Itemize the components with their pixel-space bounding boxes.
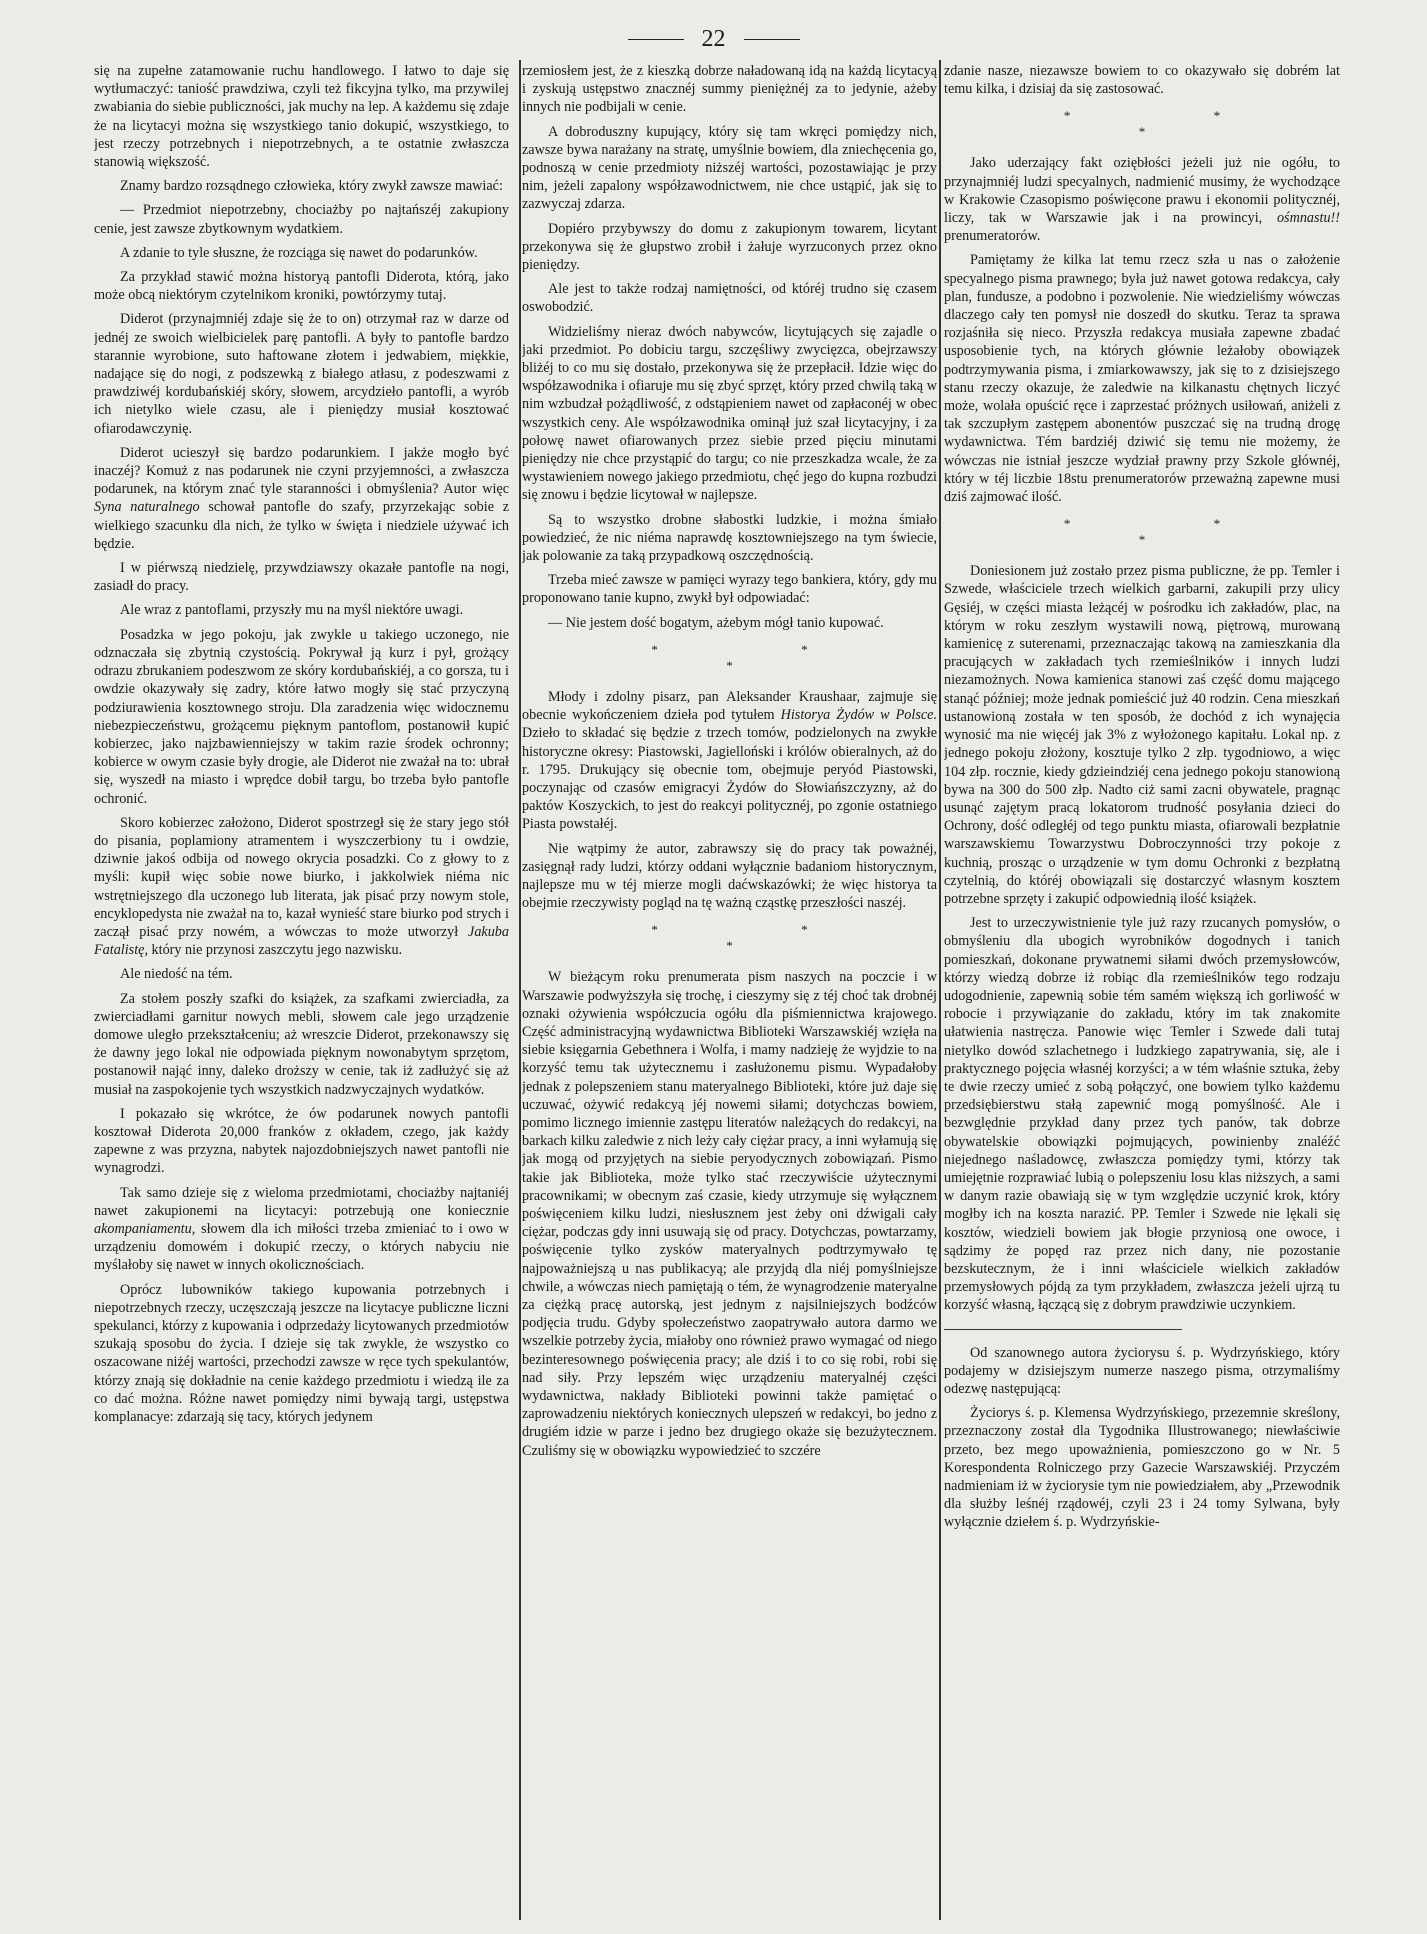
header-rule-left — [628, 39, 684, 40]
italic-title: Jakuba Fatalistę, — [94, 923, 509, 959]
paragraph: Doniesionem już zostało przez pisma publiczne, że pp. Temler i Szwede, właściciele trzech wielkich garbarni, zakupili przy ulicy Gęsiéj, w części miasta leżącéj w pośrodku ich zakładów, plac, na którym w roku zeszłym wystawili nową, piętrową, murowaną kamienicę z suterenami, przeznaczając takową na zamieszkania dla pracujących w zakładach tych rzemieślników i innych ludzi niezamożnych. Nowa kamienica stanowi zaś część domu mającego stanąć później; może jednak pomieścić już 40 rodzin. Cena mieszkań ustanowioną została w ten sposób, że dochód z ich wynajęcia wynosić ma nie więcéj jak 3% z wyłożonego kapitału. Lokal np. z jednego pokoju złożony, kosztuje tylko 2 złp. tygodniowo, a więc 104 złp. rocznie, kiedy gdzieindziéj cena jednego pokoju stanowioną bywa na 300 do 500 złp. Nadto ciż sami zacni obywatele, pragnąc usunąć zajętym pracą lokatorom trudność posyłania dzieci do Ochrony, dość odległéj od tego punktu miasta, ofiarowali bezpłatnie warszawskiemu Towarzystwu Dobroczynności trzy pokoje z kuchnią, prosząc o urządzenie w tym domu Ochronki z bezpłatną czytelnią, do któréj obowiązali się dostarczyć własnym kosztem potrzebne sprzęty i zakupić odpowiednią ilość książek. — [944, 563, 1340, 907]
text: Dzieło to składać się będzie z trzech tomów, podzielonych na zwykłe historyczne okresy: Piastowski, Jagielloński i królów obieralnych, aż do r. 1795. Drukujący się obecnie tom, obejmuje peryód Piastowski, poczynając od czasów emigracyi Żydów do Słowiańszczyzny, aż do paktów Koszyckich, to jest do reakcyi politycznéj, po zgonie ostatniego Piasta powstałéj. — [522, 725, 937, 833]
paragraph: W bieżącym roku prenumerata pism naszych na poczcie i w Warszawie podwyższyła się trochę, i cieszymy się z téj choć tak drobnéj oznaki ożywienia współczucia ogółu dla piśmiennictwa krajowego. Część administracyjną wydawnictwa Biblioteki Warszawskiéj wzięła na siebie księgarnia Gebethnera i Wolfa, i mamy nadzieję że wyjdzie to na korzyść temu tak użytecznemu i zasłużonemu pismu. Wypadałoby jednak z polepszeniem stanu materyalnego Biblioteki, które już daje się uczuwać, ożywić redakcyą jéj nowemi siłami; dotychczas bowiem, pomimo licznego imiennie zastępu literatów należących do redakcyi, na barkach kilku zaledwie z nich leży cały ciężar pracy, a inni wyłamują się jak mogą od przyjętych na siebie peryodycznych zobowiązań. Pismo takie jak Biblioteka, może tylko stać rzeczywiście użytecznymi pracownikami; w obecnym zaś czasie, kiedy utrzymuje się wyłącznem poświęceniem kilku ludzi, niesłusznem jest żeby oni dźwigali cały ciężar, podczas gdy inni usuwają się od pracy. Dotychczas, powtarzamy, poświęcenie tylko zysków materyalnych podtrzymywało tę najpoważniejszą u nas publikacyą; ale przyjdą dla niéj pomyślniejsze chwile, a wówczas niech pamiętają o tém, że wynagrodzenie materyalne za ciężką pracę autorską, jest jednym z najsilniejszych bodźców podjęcia trudu. Gdyby społeczeństwo zaopatrywało autora darmo we wszelkie potrzeby życia, miałoby ono również prawo wymagać od niego bezinteresownego poświęcenia pracy; ale dziś i to co się robi, robi się nad siły. Przy lepszém więc urządzeniu materyalnéj części wydawnictwa, nakłady Biblioteki powinni także pamiętać o zaprowadzeniu niektórych koniecznych ulepszeń w redakcyi, bo jedno z drugiém idzie w parze i jedno bez drugiego okaże się bezużytecznem. Czuliśmy się w obowiązku wypowiedzieć to szczére — [522, 969, 937, 1459]
column-divider-1 — [519, 60, 521, 1920]
paragraph: Ale jest to także rodzaj namiętności, od któréj trudno się czasem oswobodzić. — [522, 281, 937, 316]
paragraph: Są to wszystko drobne słabostki ludzkie, i można śmiało powiedzieć, że nic niéma naprawdę kosztowniejszego na tym świecie, jak polowanie za taką przypadkową oszczędnością. — [522, 511, 937, 565]
text: Skoro kobierzec założono, Diderot spostrzegł się że stary jego stół do pisania, poplamiony atramentem i wyszczerbiony tu i owdzie, dziwnie jakoś odbija od nowego okrycia posadzki. Co z głowy to z myśli: kupił więc sobie nowe biurko, i jakkolwiek niéma nic wstrętniejszego dla uczonego lub literata, jak pisać przy nowym stole, encyklopedysta nie zważał na to, kazał wynieść stare biurko pod strych i zaczął pisać przy nowém, a wówczas to może utworzył — [94, 814, 509, 940]
page-header — [0, 22, 1427, 56]
paragraph: Od szanownego autora życiorysu ś. p. Wydrzyńskiego, który podajemy w dzisiejszym numerze naszego pisma, otrzymaliśmy odezwę następującą: — [944, 1344, 1340, 1397]
paragraph: zdanie nasze, niezawsze bowiem to co okazywało się dobrém lat temu kilka, i dzisiaj da się zastosować. — [944, 63, 1340, 98]
column-3 — [944, 62, 1340, 1922]
column-2 — [522, 62, 937, 1922]
paragraph — [94, 1184, 509, 1275]
text: Diderot ucieszył się bardzo podarunkiem. I jakże mogło być inaczéj? Komuż z nas podarunek nie czyni przyjemności, a zwłaszcza podarunek, na którym znać tyle staranności i obmyślenia? Autor więc — [94, 444, 509, 498]
paragraph: Jest to urzeczywistnienie tyle już razy rzucanych pomysłów, o obmyśleniu dla ubogich wyrobników dogodnych i tanich pomieszkań, dokonane prywatnemi siłami dwóch przemysłowców, którzy wiedzą dobrze iż robiąc dla rzemieślników tego rodzaju udogodnienie, zapewnią sobie tém samém większą ich gorliwość w robocie i przywiązanie do zakładu, który im tak znakomite ułatwienia nastręcza. Panowie więc Temler i Szwede dali tutaj nietylko dowód szlachetnego i ludzkiego zapatrywania, się, ale i praktycznego pojęcia własnéj korzyści; a w tém właśnie sztuka, żeby te dwie rzeczy umieć z sobą połączyć, one bowiem tylko każdemu przedsiębierstwu stałą zapewnić mogą pomyślność. Ale i bezwględnie przykład dany przez tych panów, tak dobrze obywatelskie obowiązki pojmujących, powinienby znaléźć niejednego naśladowcę, zwłaszcza pomiędzy tymi, którzy tak umiejętnie rozprawiać lubią o polepszeniu losu klas niższych, a sami w danym razie obawiają się w tym względzie uczynić krok, który mogłby ich na koszta narazić. PP. Temler i Szwede nie lękali się kosztów, wiedzieli bowiem jak błogie przyniosą one owoce, i sądzimy że popęd raz przez nich dany, nie pozostanie bezskutecznym, że i inni właściciele wielkich zakładów przemysłowych pójdą za tym przykładem, zwłaszcza jeżeli ujrzą tu korzyść własną, łączącą się z dobrym prawdziwie uczynkiem. — [944, 915, 1340, 1314]
text: prenumeratorów. — [944, 228, 1041, 245]
section-separator: * * * — [1063, 108, 1291, 140]
paragraph: A zdanie to tyle słuszne, że rozciąga się nawet do podarunków. — [120, 244, 478, 261]
column-1 — [94, 62, 509, 1922]
section-separator: * * * — [651, 641, 878, 673]
paragraph — [944, 154, 1340, 245]
paragraph — [94, 814, 509, 960]
paragraph: Ale wraz z pantoflami, przyszły mu na myśl niektóre uwagi. — [120, 602, 464, 619]
paragraph: Nie wątpimy że autor, zabrawszy się do pracy tak poważnéj, zasięgnął rady ludzi, którzy oddani wyłącznie badaniom historycznym, najlepsze mu w téj mierze mogli daćwskazówki; że więc historya ta obejmie rzeczywisty pogląd na tę ważną cząstkę przeszłości naszéj. — [522, 840, 937, 912]
column-divider-2 — [939, 60, 941, 1920]
paragraph: się na zupełne zatamowanie ruchu handlowego. I łatwo to daje się wytłumaczyć: taniość prawdziwa, czyli też fikcyjna tylko, ma przywilej zwabiania do siebie publiczności, jak muchy na lep. A każdemu się zdaje że na licytacyi można się wszystkiego tanio dokupić, wszystkiego, to jest rzeczy potrzebnych i niepotrzebnych, a te ostatnie zwłaszcza stanowią większość. — [94, 63, 509, 171]
paragraph: Pamiętamy że kilka lat temu rzecz szła u nas o założenie specyalnego pisma prawnego; była już nawet gotowa redakcya, cały plan, fundusze, a podobno i pozwolenie. Nie wiedzieliśmy wówczas dlaczego cały ten pomysł nie doszedł do skutku. Teraz ta sprawa rozjaśniła się nieco. Przyszła redakcya musiała zapewne zbadać usposobienie tych, na których głównie leżałoby obowiązek podtrzymywania pisma, i zmiarkowawszy, jak się to z dzisiejszego stanu rzeczy okazuje, że zaledwie na kilkanastu chętnych liczyć może, wolała opuścić ręce i zaprzestać próżnych usiłowań, aniżeli z tak szczupłym zastępem abonentów puszczać się na trudną drogę wydawnictwa. Tém bardziéj dziwić się temu nie możemy, że wówczas nie istniał jeszcze wydział prawny przy Szkole głównéj, który w téj liczbie 18stu prenumeratorów przeważną zapewne musi dziś zajmować ilość. — [944, 252, 1340, 506]
paragraph: — Nie jestem dość bogatym, ażebym mógł tanio kupować. — [548, 614, 884, 631]
header-rule-right — [744, 39, 800, 40]
paragraph: Oprócz lubowników takiego kupowania potrzebnych i niepotrzebnych rzeczy, uczęszczają jeszcze na licytacye publiczne liczni spekulanci, którzy z kupowania i odprzedaży licytowanych przedmiotów szukają sposobu do życia. I dzieje się tak zwykle, że wszystko co oszacowane niżéj wartości, przechodzi zawsze w ręce tych spekulantów, którzy znają się dokładnie na cenie każdego przedmiotu i wiedzą ile za co dać można. Różne nawet pomiędzy nimi bywają targi, ustępstwa komplanacye: zdarzają się tacy, których jedynem — [94, 1281, 509, 1426]
text: który nie przynosi zaszczytu jego nazwisku. — [148, 942, 403, 959]
paragraph: Życiorys ś. p. Klemensa Wydrzyńskiego, przezemnie skreślony, przeznaczony został dla Tygodnika Illustrowanego; niewłaściwie przeto, bez mego upoważnienia, pomieszczono go w Nr. 5 Korespondenta Rolniczego przy Gazecie Warszawskiéj. Przyczém nadmieniam iż w życiorysie tym nie powiedziałem, aby „Przewodnik dla służby leśnéj rządowéj, czyli 23 i 24 tomy Sylwana, były wyłącznie dziełem ś. p. Wydrzyńskie- — [944, 1405, 1340, 1531]
paragraph: I w piérwszą niedzielę, przywdziawszy okazałe pantofle na nogi, zasiadł do pracy. — [94, 560, 509, 595]
page-number: 22 — [701, 25, 726, 52]
paragraph: Ale niedość na tém. — [120, 966, 233, 983]
paragraph: Posadzka w jego pokoju, jak zwykle u takiego uczonego, nie odznaczała się zbytnią czystością. Pokrywał ją kurz i pył, grożący odrazu zbrukaniem podeszwom ze skóry kordubańskiéj, a co gorsza, tu i owdzie okazywały się zadry, które łatwo mogły się stać przyczyną podziurawienia kosztownego stroju. Dla zaradzenia więc widocznemu niebezpieczeństwu, grożącemu pięknym pantoflom, postanowił kupić kobierzec, jako najzbawienniejszy w takim razie środek ochronny; kobierce w owym czasie były drogie, ale Diderot nie zważał na to: ubrał się, wyszedł na miasto i wprędce dobił targu, bo trzeba było pantofle ochronić. — [94, 626, 509, 807]
paragraph — [522, 688, 937, 834]
paragraph: Widzieliśmy nieraz dwóch nabywców, licytujących się zajadle o jaki przedmiot. Po dobiciu targu, szczęśliwy zwycięzca, obejrzawszy bliżéj to co mu się dostało, przekonywa się że przepłacił. Idzie więc do współzawodnika i ofiaruje mu się zbyć sprzęt, który przed chwilą taką w nim wzbudzał pożądliwość, z odstąpieniem nawet od zapłaconéj w obec wszystkich ceny. Ale współzawodnika ominął już szał licytacyjny, i za połowę nawet ofiarowanych przez siebie przed pięciu minutami pieniędzy nie chce przystąpić do targu; co nie przeszkadza wcale, że za wystawieniem nowego jakiego przedmiotu, chęć jego do kupna rozbudzi się znowu i będzie licytował w najlepsze. — [522, 323, 937, 504]
italic-word: akompaniamentu, — [94, 1220, 196, 1237]
section-separator: * * * — [1063, 516, 1291, 548]
paragraph: — Przedmiot niepotrzebny, chociażby po najtańszéj zakupiony cenie, jest zawsze zbytkownym wydatkiem. — [94, 202, 509, 237]
paragraph: I pokazało się wkrótce, że ów podarunek nowych pantofli kosztował Diderota 20,000 franków z okładem, czego, jak każdy zapewne z was przyzna, nabytek najozdobniejszych nawet pantofli nie wynagrodzi. — [94, 1105, 509, 1177]
paragraph: Za przykład stawić można historyą pantofli Diderota, którą, jako może obcą niektórym czytelnikom kroniki, powtórzymy tutaj. — [94, 269, 509, 304]
paragraph: Dopiéro przybywszy do domu z zakupionym towarem, licytant przekonywa się że głupstwo zrobił i żałuje wyrzuconych przez okno pieniędzy. — [522, 220, 937, 274]
paragraph: Znamy bardzo rozsądnego człowieka, który zwykł zawsze mawiać: — [120, 178, 503, 195]
italic-title: Historya Żydów w Polsce. — [780, 707, 937, 724]
paragraph: Trzeba mieć zawsze w pamięci wyrazy tego bankiera, który, gdy mu proponowano tanie kupno, zwykł był odpowiadać: — [522, 572, 937, 607]
section-rule — [944, 1329, 1182, 1330]
paragraph — [94, 444, 509, 553]
paragraph: A dobroduszny kupujący, który się tam wkręci pomiędzy nich, zawsze bywa narażany na stratę, umyślnie bowiem, dla zniechęcenia go, podnoszą w cenie przedmioty niższéj wartości, pozostawiając je przy nim, jeżeli zapalony współzawodnictwem, nie chce ustąpić, jak się to zazwyczaj zdarza. — [522, 123, 937, 213]
paragraph: rzemiosłem jest, że z kieszką dobrze naładowaną idą na każdą licytacyą i zyskują ustępstwo znacznéj summy pieniężnéj za to jedynie, ażeby innych nie podbijali w cenie. — [522, 63, 937, 116]
paragraph: Diderot (przynajmniéj zdaje się że to on) otrzymał raz w darze od jednéj ze swoich wielbicielek parę pantofli. A były to pantofle bardzo starannie wyrobione, suto haftowane złotem i jedwabiem, miękkie, nadające się do nogi, z podszewką z białego atłasu, z podeszwami z prawdziwéj kordubańskiéj skóry, słowem, arcydzieło pantofli, a wyrób ich nietylko wiele czasu, ale i pieniędzy musiał kosztować ofiarodawczynię. — [94, 311, 509, 437]
italic-word: ośmnastu!! — [1276, 210, 1340, 227]
text: Jako uderzający fakt oziębłości jeżeli już nie ogółu, to przynajmniéj ludzi specyalnych, nadmienić musimy, że wychodzące w Krakowie Czasopismo poświęcone prawu i ekonomii politycznéj, liczy, tak w Warszawie jak i na prowincyi, — [944, 155, 1340, 227]
paragraph: Za stołem poszły szafki do książek, za szafkami zwierciadła, za zwierciadłami garnitur nowych mebli, słowem cale jego urządzenie domowe uległo przekształceniu; aż wreszcie Diderot, przekonawszy się że dawny jego lokal nie odpowiada pięknym nowonabytym sprzętom, postanowił nająć inny, daleko droższy w cenie, tak iż zadłużyć się aż musiał na zaspokojenie tych wszystkich nadzwyczajnych wydatków. — [94, 990, 509, 1098]
text: słowem dla ich miłości trzeba zmieniać to i owo w urządzeniu domowém i dokupić rzeczy, o których nabyciu nie myślałoby się nawet w innych okolicznościach. — [94, 1220, 509, 1274]
italic-title: Syna naturalnego — [94, 499, 200, 516]
section-separator: * * * — [651, 922, 878, 954]
text: Tak samo dzieje się z wieloma przedmiotami, chociażby najtaniéj nawet zakupionemi na licytacyi: potrzebują one koniecznie — [94, 1184, 509, 1219]
text: Młody i zdolny pisarz, pan Aleksander Kraushaar, zajmuje się obecnie wykończeniem dzieła pod tytułem — [522, 688, 937, 724]
text: schował pantofle do szafy, przyrzekając sobie z wielkiego szacunku dla nich, że tylko w święta i niedziele używać ich będzie. — [94, 499, 509, 552]
